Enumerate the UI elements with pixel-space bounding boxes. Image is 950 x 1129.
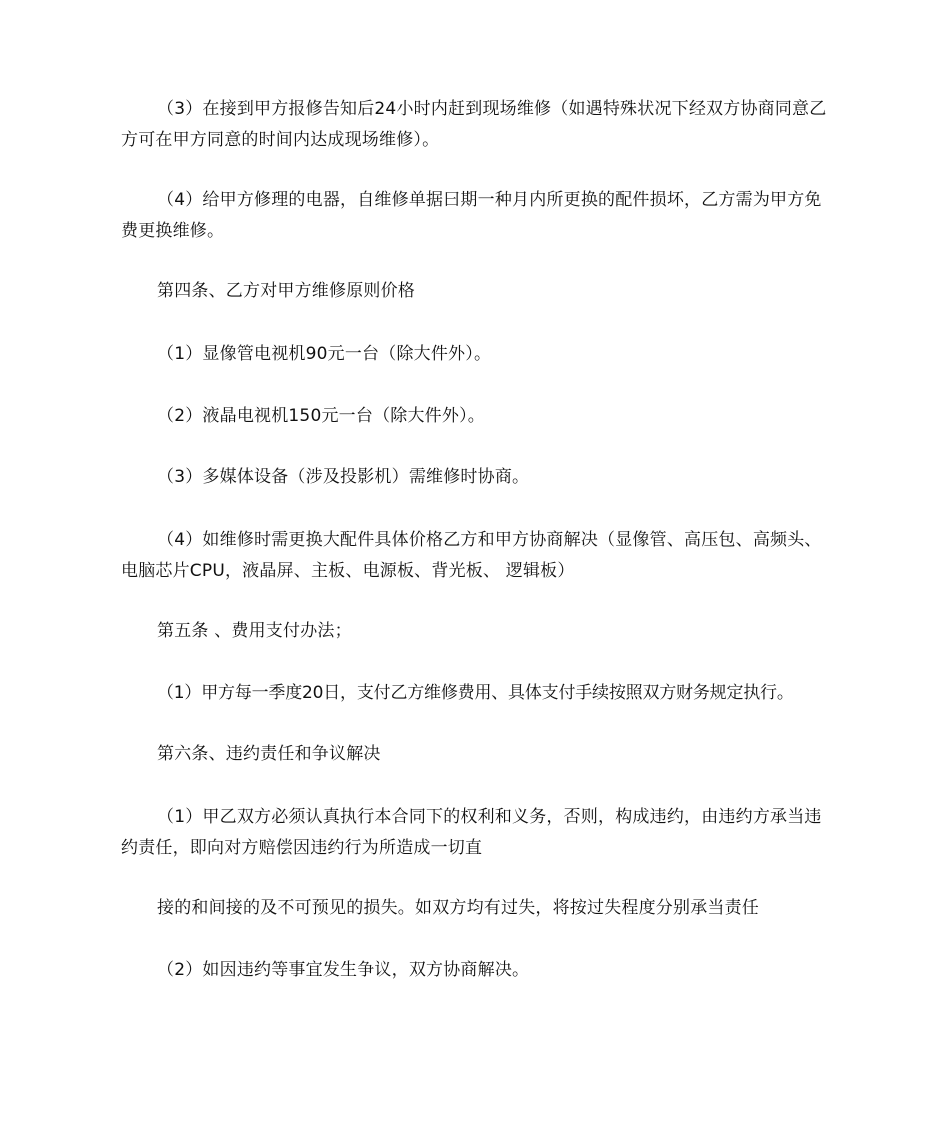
paragraph-clause-4-3: （3）多媒体设备（涉及投影机）需维修时协商。 <box>157 467 530 487</box>
paragraph-clause-3-4: （4）给甲方修理的电器，自维修单据曰期一种月内所更换的配件损坏，乙方需为甲方免费更换维修。 <box>121 190 822 241</box>
heading-article-6: 第六条、违约责任和争议解决 <box>157 744 381 764</box>
paragraph-clause-3-3: （3）在接到甲方报修告知后24小时内赶到现场维修（如遇特殊状况下经双方协商同意乙方可在甲方同意的时间内达成现场维修）。 <box>121 99 827 150</box>
paragraph-clause-5-1: （1）甲方每一季度20日，支付乙方维修费用、具体支付手续按照双方财务规定执行。 <box>157 683 794 703</box>
paragraph-clause-6-1-continued: 接的和间接的及不可预见的损失。如双方均有过失，将按过失程度分别承当责任 <box>157 898 759 918</box>
paragraph-clause-6-2: （2）如因违约等事宜发生争议，双方协商解决。 <box>157 960 530 980</box>
paragraph-clause-4-1: （1）显像管电视机90元一台（除大件外）。 <box>157 344 492 364</box>
paragraph-clause-4-2: （2）液晶电视机150元一台（除大件外）。 <box>157 406 485 426</box>
heading-article-4: 第四条、乙方对甲方维修原则价格 <box>157 281 415 301</box>
paragraph-clause-4-4: （4）如维修时需更换大配件具体价格乙方和甲方协商解决（显像管、高压包、高频头、电脑芯片CPU，液晶屏、主板、电源板、背光板、 逻辑板） <box>121 530 822 581</box>
heading-article-5: 第五条 、费用支付办法； <box>157 621 352 641</box>
paragraph-clause-6-1: （1）甲乙双方必须认真执行本合同下的权利和义务，否则，构成违约，由违约方承当违约责任，即向对方赔偿因违约行为所造成一切直 <box>121 807 822 858</box>
